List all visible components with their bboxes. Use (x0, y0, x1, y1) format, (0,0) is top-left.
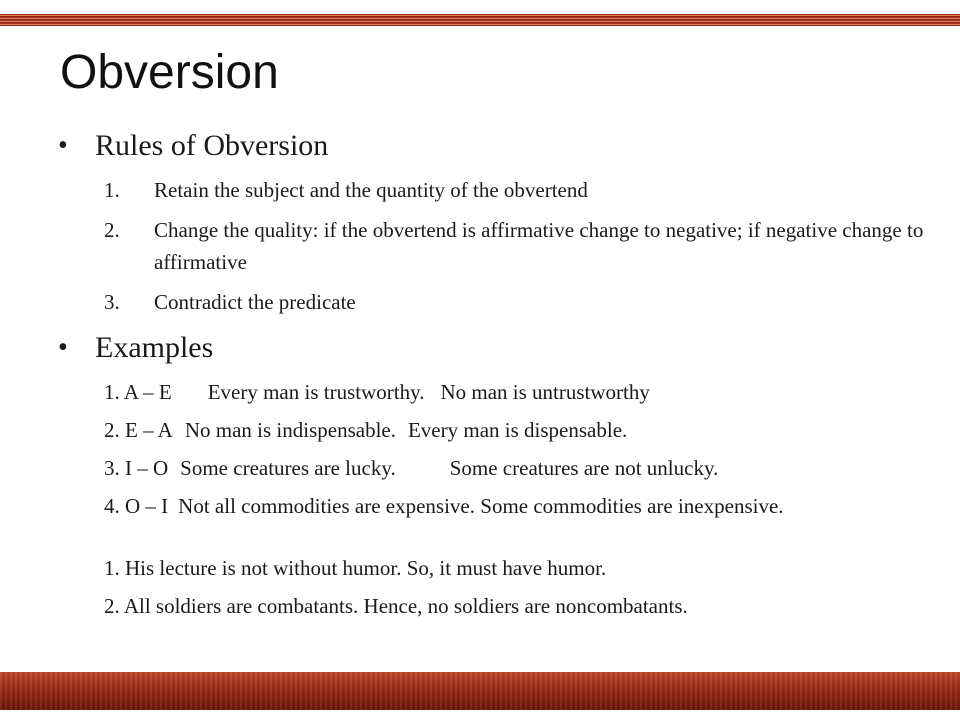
rule-item-3: 3. Contradict the predicate (104, 290, 356, 314)
slide-title: Obversion (60, 46, 279, 99)
bullet-rules (58, 124, 938, 168)
example-row-4: 4. O – I Not all commodities are expensive. Some commodities are inexpensive. (104, 494, 784, 518)
top-decorative-band (0, 14, 960, 26)
exercise-row-2: 2. All soldiers are combatants. Hence, no soldiers are noncombatants. (104, 594, 688, 618)
rule-item-2: 2. Change the quality: if the obvertend is affirmative change to negative; if negative change to affirmative (104, 218, 924, 274)
bullet-rules-heading: Rules of Obversion (95, 129, 329, 162)
example-row-3: 3. I – O Some creatures are lucky. Some creatures are not unlucky. (104, 456, 719, 480)
bullet-examples-heading: Examples (95, 331, 214, 364)
bottom-decorative-band (0, 672, 960, 710)
rule-item-1: 1. Retain the subject and the quantity of the obvertend (104, 178, 588, 202)
example-row-1: 1. A – E Every man is trustworthy. No man is untrustworthy (104, 380, 650, 404)
rules-list (58, 174, 938, 318)
bottom-margin (0, 710, 960, 720)
exercise-row-1: 1. His lecture is not without humor. So, it must have humor. (104, 556, 607, 580)
example-row-2: 2. E – A No man is indispensable. Every man is dispensable. (104, 418, 628, 442)
bullet-examples (58, 326, 938, 370)
bullet-dot-icon: • (58, 332, 68, 363)
bullet-dot-icon: • (58, 130, 68, 161)
slide-content (58, 124, 938, 622)
